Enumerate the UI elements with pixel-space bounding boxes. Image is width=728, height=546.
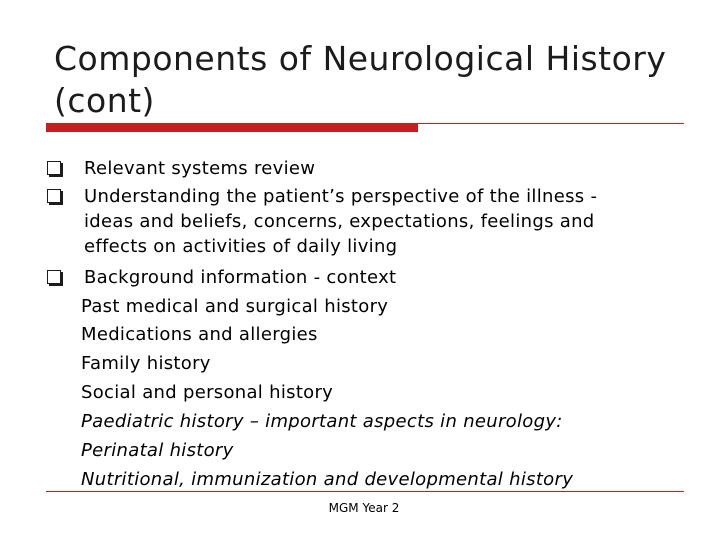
bullet-item (84, 184, 684, 259)
title-line-1: Components of Neurological History (54, 39, 667, 78)
bullet-text: Relevant systems review (84, 158, 316, 179)
sub-item-perinatal-history: Perinatal history (81, 440, 234, 461)
slide-footer: MGM Year 2 (328, 501, 400, 515)
bullet-text: Background information - context (84, 267, 397, 288)
footer-rule (46, 491, 684, 492)
sub-item-paediatric-history: Paediatric history – important aspects in neurology: (81, 411, 563, 432)
bullet-text-line: effects on activities of daily living (84, 236, 398, 257)
sub-item-developmental-history: Nutritional, immunization and developmental history (81, 469, 574, 490)
sub-item-medications: Medications and allergies (81, 324, 318, 345)
hollow-square-bullet-icon (47, 161, 61, 175)
bullet-text-line: ideas and beliefs, concerns, expectations, feelings and (84, 211, 595, 232)
hollow-square-bullet-icon (47, 270, 61, 284)
sub-item-past-medical-history: Past medical and surgical history (81, 296, 389, 317)
title-line-2: (cont) (54, 81, 155, 120)
bullet-text-line: Understanding the patient’s perspective of the illness - (84, 186, 598, 207)
title-underline-accent (46, 124, 418, 132)
sub-item-family-history: Family history (81, 353, 211, 374)
sub-item-social-history: Social and personal history (81, 382, 334, 403)
slide-title (54, 38, 714, 122)
hollow-square-bullet-icon (47, 189, 61, 203)
bullet-item (84, 265, 684, 290)
bullet-item (84, 156, 684, 181)
